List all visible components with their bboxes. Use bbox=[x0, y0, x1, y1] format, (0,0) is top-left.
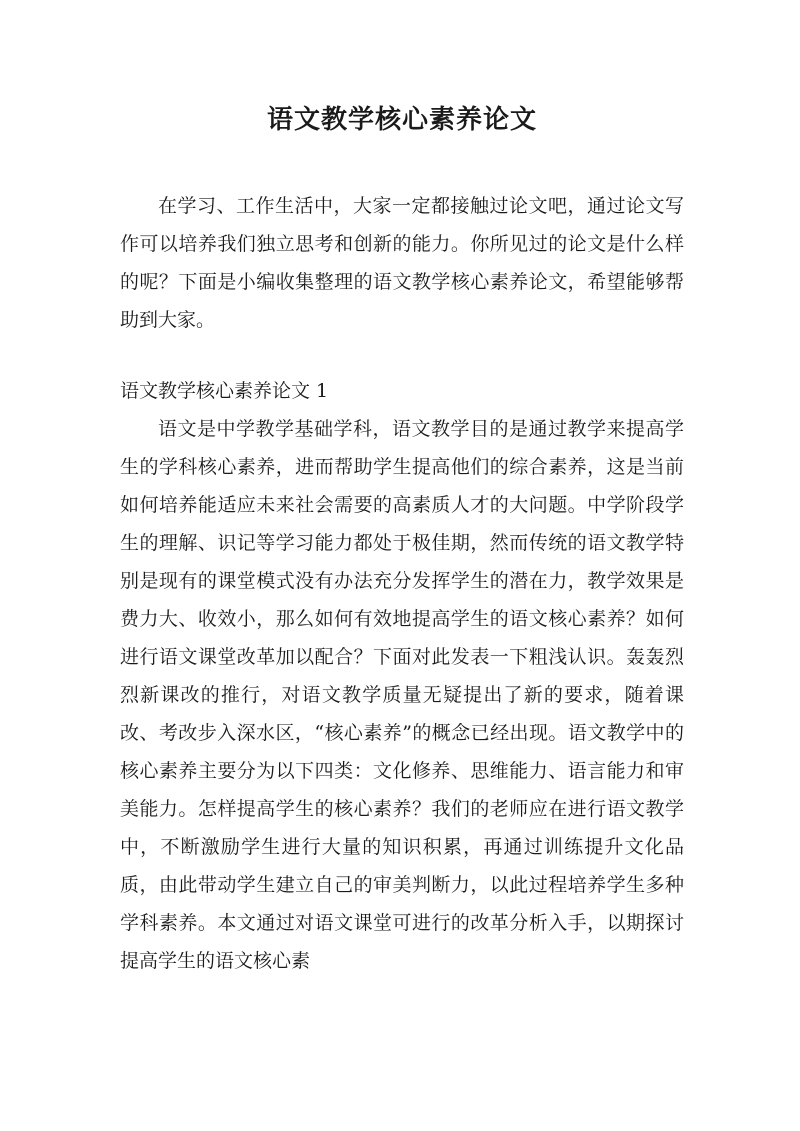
intro-paragraph: 在学习、工作生活中，大家一定都接触过论文吧，通过论文写作可以培养我们独立思考和创新的能力。你所见过的论文是什么样的呢？下面是小编收集整理的语文教学核心素养论文，希望能够帮助到大家。 bbox=[120, 195, 684, 331]
section-heading: 语文教学核心素养论文 1 bbox=[120, 380, 329, 402]
document-page bbox=[120, 0, 684, 1131]
section-body-paragraph: 语文是中学教学基础学科，语文教学目的是通过教学来提高学生的学科核心素养，进而帮助学生提高他们的综合素养，这是当前如何培养能适应未来社会需要的高素质人才的大问题。中学阶段学生的理解、识记等学习能力都处于极佳期，然而传统的语文教学特别是现有的课堂模式没有办法充分发挥学生的潜在力，教学效果是费力大、收效小，那么如何有效地提高学生的语文核心素养？如何进行语文课堂改革加以配合？下面对此发表一下粗浅认识。轰轰烈烈新课改的推行，对语文教学质量无疑提出了新的要求，随着课改、考改步入深水区，“核心素养”的概念已经出现。语文教学中的核心素养主要分为以下四类：文化修养、思维能力、语言能力和审美能力。怎样提高学生的核心素养？我们的老师应在进行语文教学中，不断激励学生进行大量的知识积累，再通过训练提升文化品质，由此带动学生建立自己的审美判断力，以此过程培养学生多种学科素养。本文通过对语文课堂可进行的改革分析入手，以期探讨提高学生的语文核心素 bbox=[120, 418, 684, 972]
document-title: 语文教学核心素养论文 bbox=[266, 105, 537, 135]
